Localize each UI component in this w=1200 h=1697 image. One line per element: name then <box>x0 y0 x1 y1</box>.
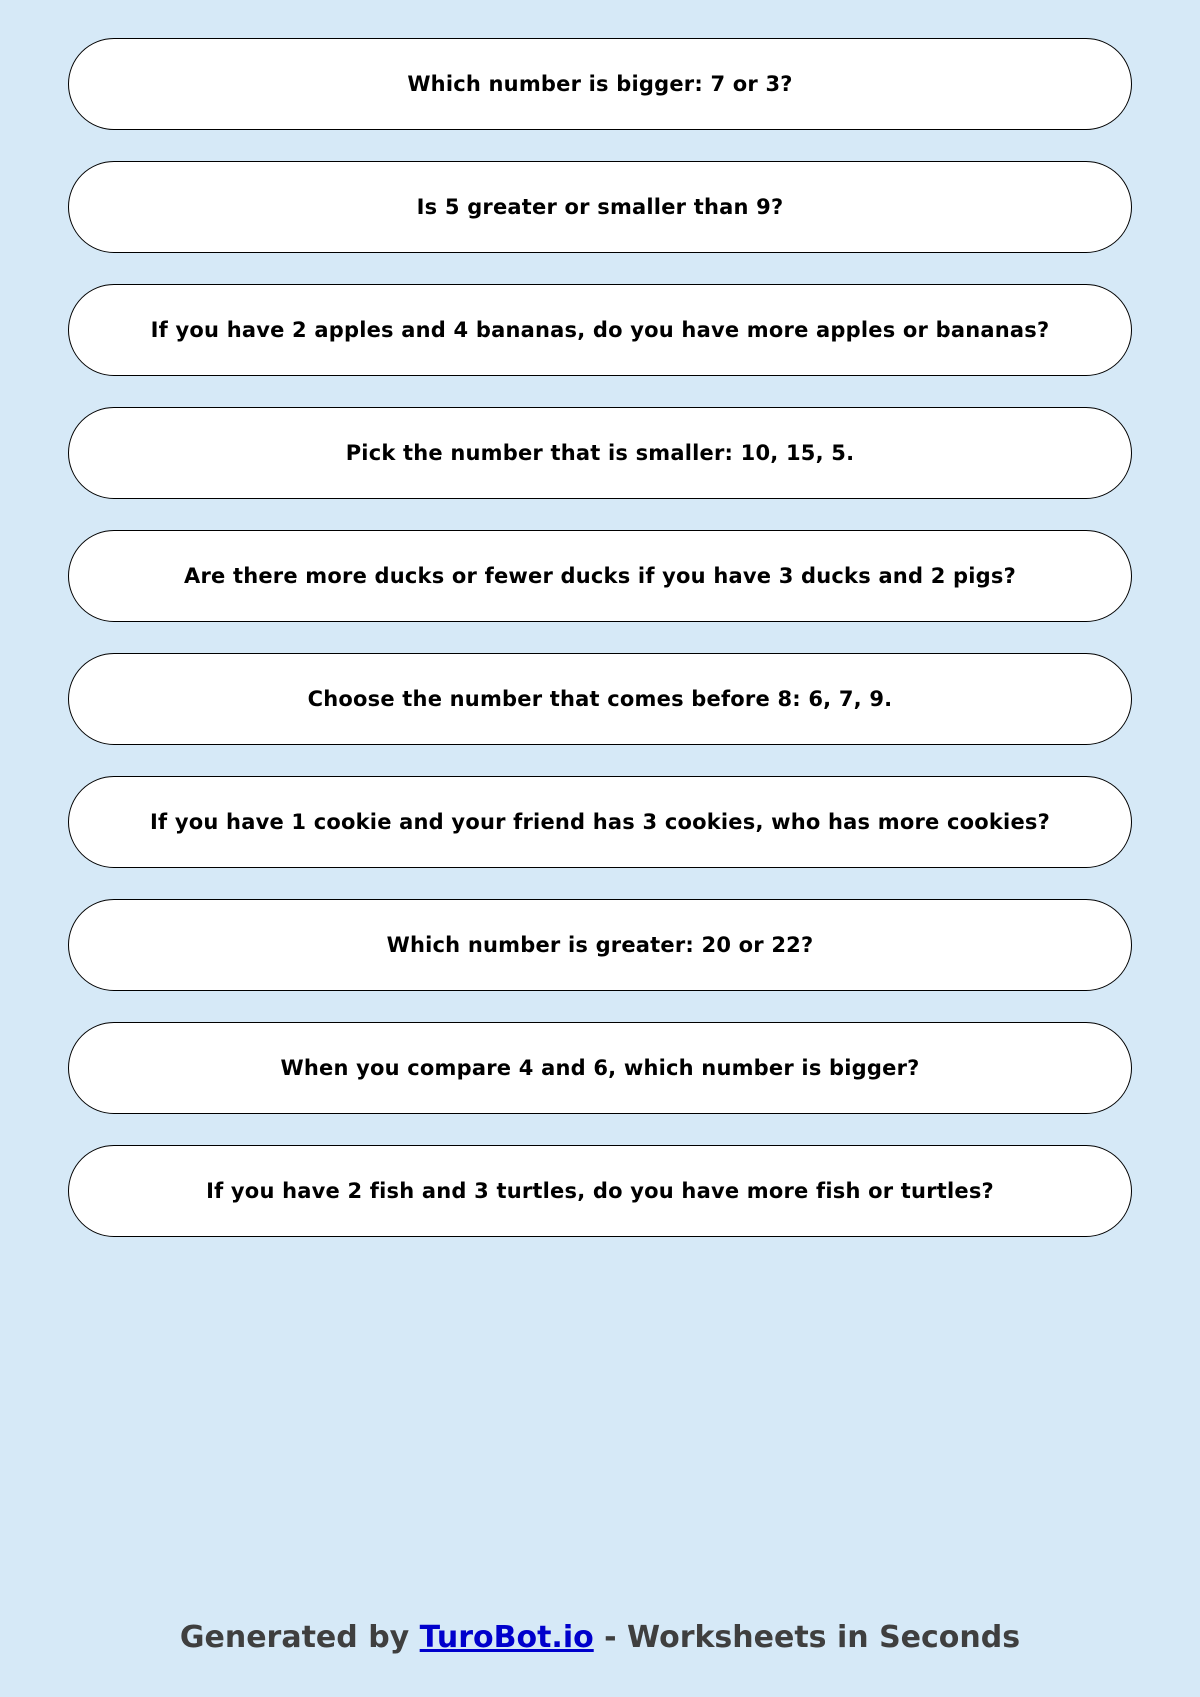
question-item <box>68 653 1132 745</box>
question-item <box>68 776 1132 868</box>
question-text: Which number is greater: 20 or 22? <box>386 933 814 957</box>
question-item <box>68 530 1132 622</box>
question-text: Which number is bigger: 7 or 3? <box>407 72 793 96</box>
footer-prefix: Generated by <box>179 1620 420 1655</box>
question-text: Are there more ducks or fewer ducks if you have 3 ducks and 2 pigs? <box>184 564 1016 588</box>
question-item <box>68 407 1132 499</box>
question-text: Choose the number that comes before 8: 6, 7, 9. <box>307 687 893 711</box>
footer-suffix: - Worksheets in Seconds <box>593 1620 1021 1655</box>
question-text: If you have 2 apples and 4 bananas, do you have more apples or bananas? <box>150 318 1050 342</box>
question-text: If you have 2 fish and 3 turtles, do you have more fish or turtles? <box>206 1179 994 1203</box>
question-item <box>68 38 1132 130</box>
question-item <box>68 161 1132 253</box>
footer <box>0 1614 1200 1662</box>
question-item <box>68 284 1132 376</box>
question-text: When you compare 4 and 6, which number is bigger? <box>280 1056 920 1080</box>
question-item <box>68 899 1132 991</box>
turobot-link[interactable]: TuroBot.io <box>419 1620 594 1655</box>
question-text: Pick the number that is smaller: 10, 15, 5. <box>345 441 855 465</box>
question-text: If you have 1 cookie and your friend has 3 cookies, who has more cookies? <box>150 810 1050 834</box>
question-text: Is 5 greater or smaller than 9? <box>416 195 784 219</box>
question-list <box>68 38 1132 1268</box>
question-item <box>68 1022 1132 1114</box>
question-item <box>68 1145 1132 1237</box>
